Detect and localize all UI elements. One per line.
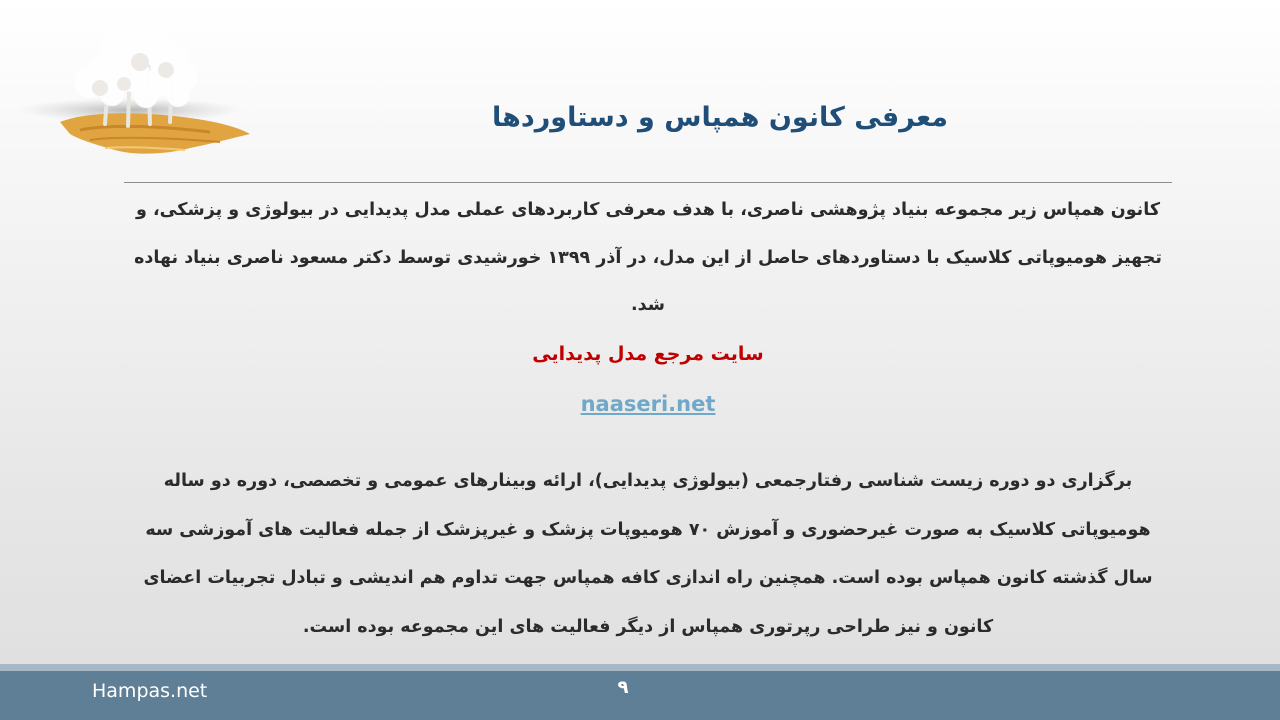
title-divider [124,182,1172,183]
slide-title: معرفی کانون همپاس و دستاوردها [492,102,948,133]
activities-paragraph: برگزاری دو دوره زیست شناسی رفتارجمعی (بیولوژی پدیدایی)، ارائه وبینارهای عمومی و تخصصی، دوره دو ساله هومیوپاتی کلاسیک به صورت غیرحضوری و آموزش ۷۰ هومیوپات پزشک و غیرپزشک از جمله فعالیت های آموزشی سه سال گذشته کانون همپاس بوده است. همچنین راه اندازی کافه همپاس جهت تداوم هم اندیشی و تبادل تجربیات اعضای کانون و نیز طراحی رپرتوری همپاس از دیگر فعالیت های این مجموعه بوده است. [143,471,1153,637]
reference-site-label: سایت مرجع مدل پدیدایی [532,343,764,365]
reference-link-container [124,384,1172,424]
reference-link[interactable]: naaseri.net [580,392,716,416]
intro-paragraph: کانون همپاس زیر مجموعه بنیاد پژوهشی ناصری، با هدف معرفی کاربردهای عملی مدل پدیدایی در بیولوژی و پزشکی، و تجهیز هومیوپاتی کلاسیک با دستاوردهای حاصل از این مدل، در آذر ۱۳۹۹ خورشیدی توسط دکتر مسعود ناصری بنیاد نهاده شد. [134,200,1162,315]
footer-site-name: Hampas.net [92,680,208,702]
slide-page-number: ۹ [617,677,629,698]
footer-accent-bar [0,664,1280,671]
trees-logo-icon [20,12,260,162]
